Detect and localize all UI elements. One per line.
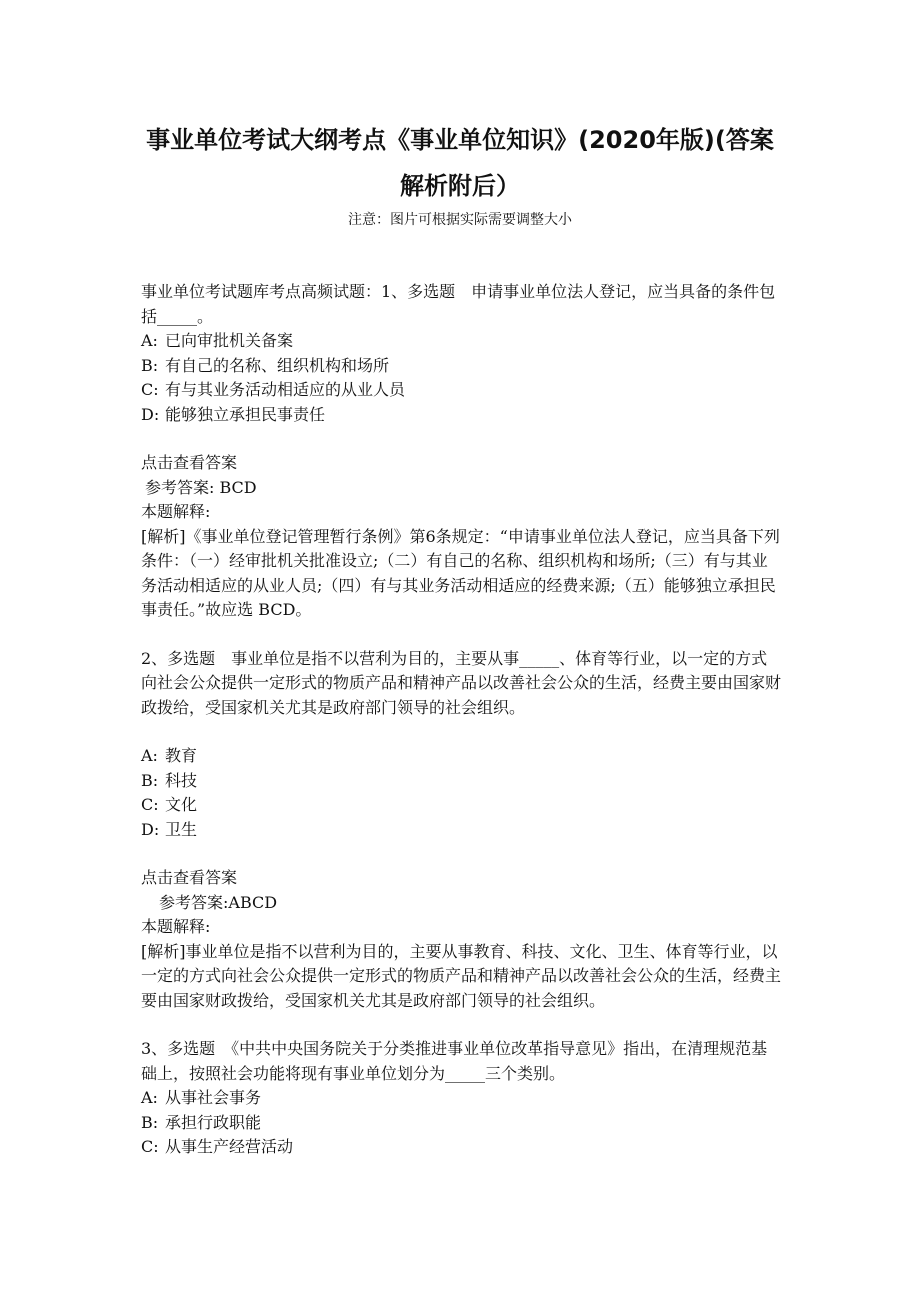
- option-label: B:: [141, 770, 159, 790]
- option-a: [141, 744, 781, 769]
- option-text: 从事生产经营活动: [165, 1137, 294, 1156]
- option-text: 文化: [165, 795, 198, 814]
- option-text: 有与其业务活动相适应的从业人员: [165, 380, 406, 399]
- option-label: C:: [141, 795, 159, 814]
- option-c: [141, 793, 781, 818]
- option-c: [141, 1135, 781, 1160]
- document-title-line-2: 解析附后）: [400, 172, 520, 200]
- explanation-label: 本题解释:: [141, 502, 211, 521]
- question-stem: 2、多选题 事业单位是指不以营利为目的，主要从事_____、体育等行业，以一定的方式向社会公众提供一定形式的物质产品和精神产品以改善社会公众的生活，经费主要由国家财政拨给，受国家机关尤其是政府部门领导的社会组织。: [141, 648, 782, 717]
- reference-answer: 参考答案:ABCD: [159, 892, 278, 912]
- option-label: B:: [141, 1112, 159, 1132]
- option-text: 已向审批机关备案: [165, 331, 294, 350]
- question-3: [141, 1037, 781, 1160]
- option-b: [141, 354, 781, 379]
- option-c: [141, 378, 781, 403]
- image-note: 注意：图片可根据实际需要调整大小: [348, 212, 572, 228]
- option-b: [141, 1111, 781, 1136]
- option-label: C:: [141, 380, 159, 399]
- question-2: [141, 647, 781, 1014]
- document-body: [141, 280, 781, 1160]
- document-title-line-1: 事业单位考试大纲考点《事业单位知识》(2020年版)(答案: [146, 126, 774, 154]
- option-label: A:: [141, 746, 158, 765]
- reveal-answer-link[interactable]: 点击查看答案: [141, 868, 238, 887]
- option-a: [141, 1086, 781, 1111]
- option-text: 卫生: [165, 819, 198, 839]
- reveal-answer-link[interactable]: 点击查看答案: [141, 453, 238, 472]
- option-d: [141, 818, 781, 843]
- option-label: A:: [141, 331, 158, 350]
- explanation-label: 本题解释:: [141, 917, 211, 936]
- option-text: 能够独立承担民事责任: [165, 404, 326, 424]
- option-label: D:: [141, 404, 160, 424]
- option-text: 承担行政职能: [165, 1112, 262, 1132]
- explanation-text: [解析]《事业单位登记管理暂行条例》第6条规定：“申请事业单位法人登记，应当具备下列条件：（一）经审批机关批准设立;（二）有自己的名称、组织机构和场所;（三）有与其业务活动相适应的从业人员;（四）有与其业务活动相适应的经费来源;（五）能够独立承担民事责任。”故应选 BCD。: [141, 526, 780, 619]
- option-d: [141, 403, 781, 428]
- option-text: 有自己的名称、组织机构和场所: [165, 355, 390, 375]
- question-stem: 3、多选题 《中共中央国务院关于分类推进事业单位改革指导意见》指出，在清理规范基础上，按照社会功能将现有事业单位划分为_____三个类别。: [141, 1039, 768, 1083]
- option-label: A:: [141, 1088, 158, 1107]
- explanation-text: [解析]事业单位是指不以营利为目的，主要从事教育、科技、文化、卫生、体育等行业，以一定的方式向社会公众提供一定形式的物质产品和精神产品以改善社会公众的生活，经费主要由国家财政拨给，受国家机关尤其是政府部门领导的社会组织。: [141, 941, 782, 1010]
- option-text: 教育: [165, 746, 198, 765]
- option-b: [141, 769, 781, 794]
- question-stem: 事业单位考试题库考点高频试题：1、多选题 申请事业单位法人登记，应当具备的条件包括_____。: [141, 282, 776, 326]
- question-1: [141, 280, 781, 623]
- reference-answer: 参考答案: BCD: [145, 477, 257, 497]
- option-label: B:: [141, 355, 159, 375]
- option-text: 从事社会事务: [165, 1088, 262, 1107]
- option-text: 科技: [165, 770, 198, 790]
- option-label: D:: [141, 819, 160, 839]
- option-a: [141, 329, 781, 354]
- option-label: C:: [141, 1137, 159, 1156]
